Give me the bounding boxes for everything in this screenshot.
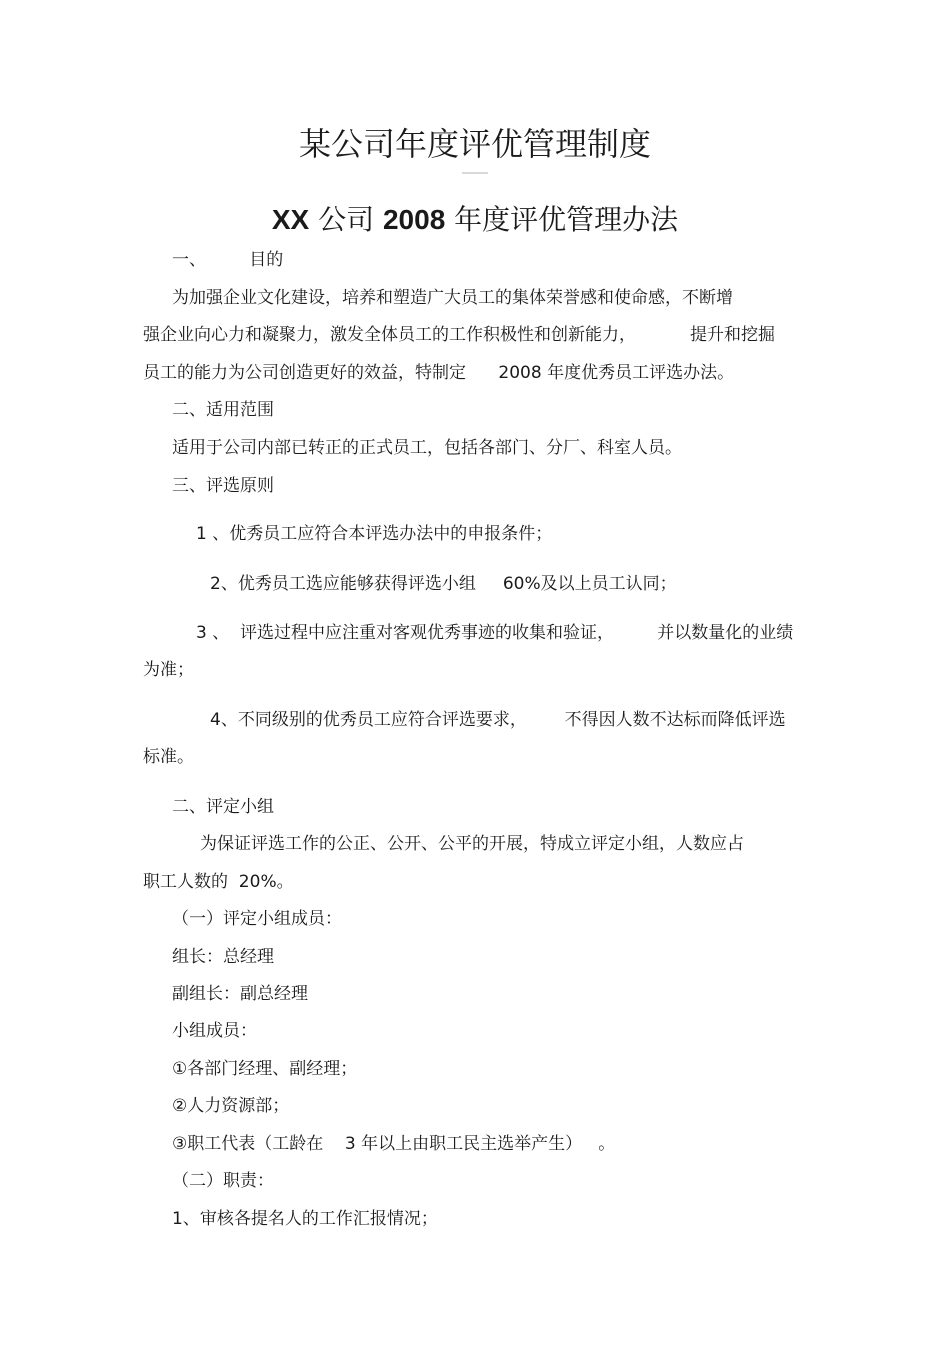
list-item: ③职工代表（工龄在 3 年以上由职工民主选举产生） 。	[172, 1134, 616, 1154]
subsection-heading: （二）职责：	[172, 1171, 274, 1191]
decorative-mark	[462, 172, 488, 174]
subtitle-company-code: XX	[271, 204, 310, 235]
subtitle-company-word: 公司	[309, 203, 383, 236]
list-item: 组长：总经理	[172, 947, 274, 967]
principle-item: 3 、 评选过程中应注重对客观优秀事迹的收集和验证， 并以数量化的业绩	[196, 623, 794, 643]
list-item: 小组成员：	[172, 1021, 257, 1041]
subtitle-rest: 年度评优管理办法	[445, 203, 679, 236]
document-title: 某公司年度评优管理制度	[298, 125, 651, 163]
list-item: 1、审核各提名人的工作汇报情况；	[172, 1209, 438, 1229]
document-subtitle	[0, 200, 950, 240]
section-heading-principles: 三、评选原则	[172, 476, 274, 496]
list-item: ①各部门经理、副经理；	[172, 1059, 358, 1079]
list-item: ②人力资源部；	[172, 1096, 290, 1116]
paragraph-line: 为加强企业文化建设，培养和塑造广大员工的集体荣誉感和使命感，不断增	[172, 288, 733, 308]
principle-item: 1 、优秀员工应符合本评选办法中的申报条件；	[196, 524, 553, 544]
paragraph-line: 为准；	[143, 660, 194, 680]
section-heading-committee: 二、评定小组	[172, 797, 274, 817]
paragraph-line: 强企业向心力和凝聚力，激发全体员工的工作积极性和创新能力， 提升和挖掘	[143, 325, 776, 345]
subtitle-year: 2008	[382, 204, 446, 235]
list-item: 副组长：副总经理	[172, 984, 308, 1004]
section-heading-scope: 二、适用范围	[172, 400, 274, 420]
paragraph-line: 职工人数的 20%。	[143, 872, 294, 892]
paragraph-line: 为保证评选工作的公正、公开、公平的开展，特成立评定小组，人数应占	[200, 834, 744, 854]
principle-item: 2、优秀员工选应能够获得评选小组 60%及以上员工认同；	[210, 574, 677, 594]
section-heading-purpose: 一、 目的	[172, 250, 284, 270]
principle-item: 4、不同级别的优秀员工应符合评选要求， 不得因人数不达标而降低评选	[210, 710, 786, 730]
paragraph-line: 标准。	[143, 747, 194, 767]
paragraph-line: 员工的能力为公司创造更好的效益，特制定 2008 年度优秀员工评选办法。	[143, 363, 735, 383]
paragraph-line: 适用于公司内部已转正的正式员工，包括各部门、分厂、科室人员。	[172, 438, 682, 458]
subsection-heading: （一）评定小组成员：	[172, 909, 342, 929]
